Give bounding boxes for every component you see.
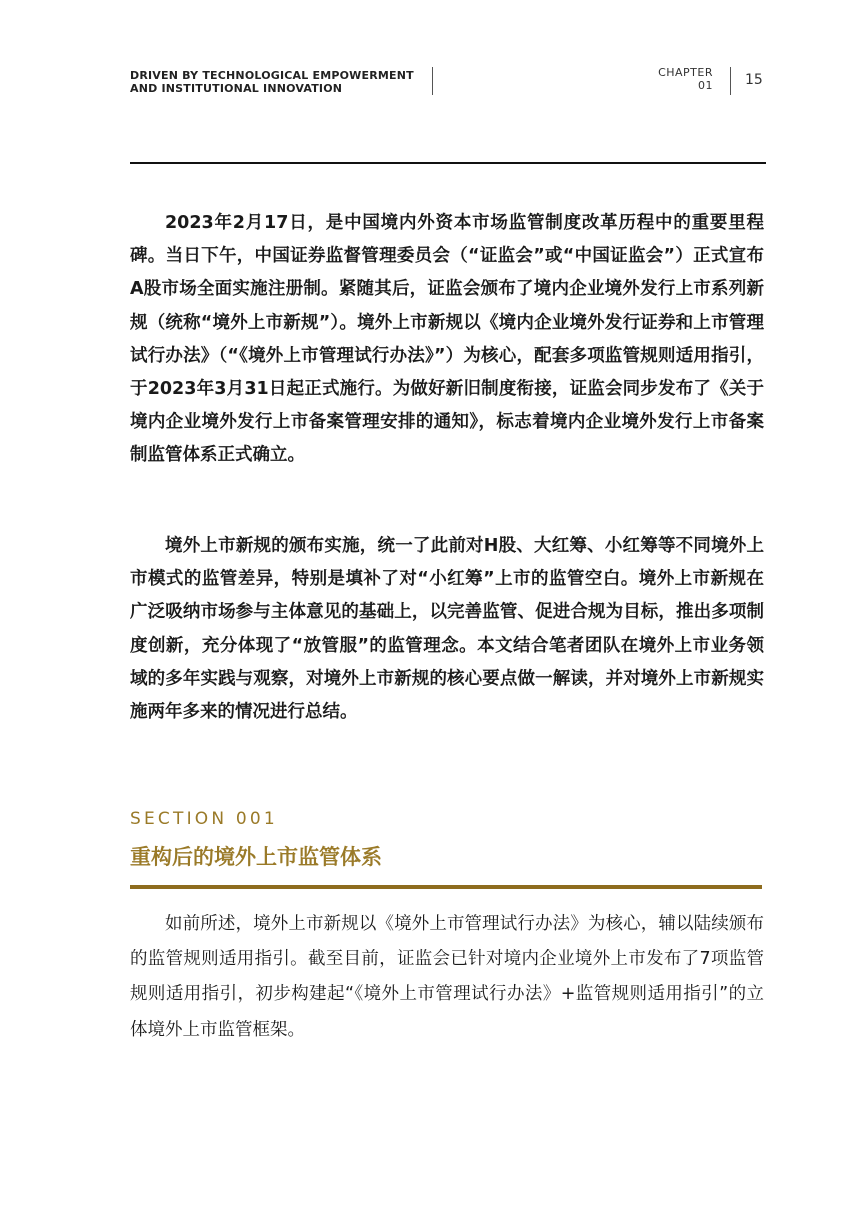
section-rule (130, 885, 762, 889)
running-title-line1: DRIVEN BY TECHNOLOGICAL EMPOWERMENT (130, 69, 414, 82)
running-title (130, 69, 414, 95)
running-title-line2: AND INSTITUTIONAL INNOVATION (130, 82, 343, 95)
section-body-paragraph: 如前所述，境外上市新规以《境外上市管理试行办法》为核心，辅以陆续颁布的监管规则适用指引。截至目前，证监会已针对境内企业境外上市发布了7项监管规则适用指引，初步构建起“《境外上市管理试行办法》+监管规则适用指引”的立体境外上市监管框架。 (130, 914, 764, 1040)
chapter-indicator (640, 66, 713, 92)
intro-paragraph-2: 境外上市新规的颁布实施，统一了此前对H股、大红筹、小红筹等不同境外上市模式的监管差异，特别是填补了对“小红筹”上市的监管空白。境外上市新规在广泛吸纳市场参与主体意见的基础上，以完善监管、促进合规为目标，推出多项制度创新，充分体现了“放管服”的监管理念。本文结合笔者团队在境外上市业务领域的多年实践与观察，对境外上市新规的核心要点做一解读，并对境外上市新规实施两年多来的情况进行总结。 (130, 536, 764, 723)
section-title: 重构后的境外上市监管体系 (130, 845, 382, 869)
chapter-number: 01 (698, 79, 713, 92)
page-number: 15 (745, 72, 763, 88)
top-rule (130, 162, 766, 164)
header-divider (432, 67, 433, 95)
intro-paragraph-1: 2023年2月17日，是中国境内外资本市场监管制度改革历程中的重要里程碑。当日下午，中国证券监督管理委员会（“证监会”或“中国证监会”）正式宣布A股市场全面实施注册制。紧随其后，证监会颁布了境内企业境外发行上市系列新规（统称“境外上市新规”）。境外上市新规以《境内企业境外发行证券和上市管理试行办法》（“《境外上市管理试行办法》”）为核心，配套多项监管规则适用指引，于2023年3月31日起正式施行。为做好新旧制度衔接，证监会同步发布了《关于境内企业境外发行上市备案管理安排的通知》，标志着境内企业境外发行上市备案制监管体系正式确立。 (130, 213, 764, 466)
section-label: SECTION 001 (130, 809, 278, 829)
chapter-label: CHAPTER (658, 66, 713, 79)
header-divider (730, 67, 731, 95)
